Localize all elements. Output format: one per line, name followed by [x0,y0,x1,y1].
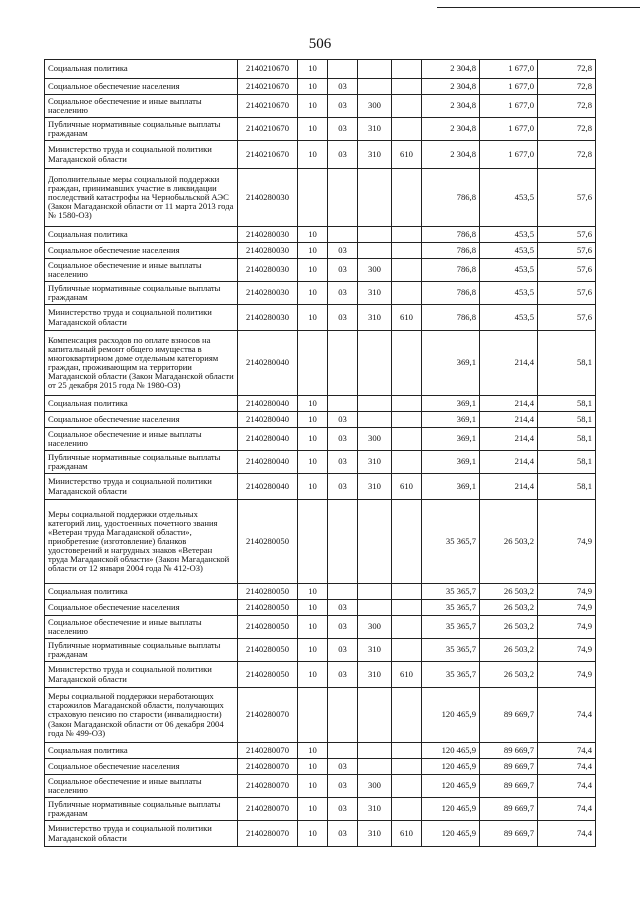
kosgu-cell [392,688,422,743]
table-row [45,759,596,775]
subsection-cell: 03 [328,118,358,141]
section-cell: 10 [298,141,328,169]
kosgu-cell [392,412,422,428]
execution-percent-cell: 74,4 [538,821,596,847]
row-name-cell: Социальное обеспечение населения [45,243,238,259]
table-row [45,616,596,639]
row-name-cell: Социальное обеспечение населения [45,759,238,775]
section-cell [298,169,328,227]
subsection-cell: 03 [328,821,358,847]
table-body [45,60,596,847]
target-article-cell: 2140280040 [238,474,298,500]
target-article-cell: 2140280050 [238,639,298,662]
expense-type-cell [358,600,392,616]
kosgu-cell [392,396,422,412]
expense-type-cell: 310 [358,474,392,500]
executed-amount-cell: 89 669,7 [480,821,538,847]
execution-percent-cell: 72,8 [538,141,596,169]
expense-type-cell [358,331,392,396]
row-name-cell: Социальное обеспечение и иные выплаты населению [45,95,238,118]
kosgu-cell [392,451,422,474]
approved-amount-cell: 369,1 [422,451,480,474]
target-article-cell: 2140280050 [238,500,298,584]
table-row [45,821,596,847]
section-cell: 10 [298,95,328,118]
target-article-cell: 2140210670 [238,60,298,79]
executed-amount-cell: 1 677,0 [480,60,538,79]
expense-type-cell: 310 [358,451,392,474]
section-cell: 10 [298,584,328,600]
target-article-cell: 2140280070 [238,798,298,821]
kosgu-cell: 610 [392,821,422,847]
expense-type-cell: 310 [358,305,392,331]
target-article-cell: 2140280040 [238,412,298,428]
executed-amount-cell: 214,4 [480,451,538,474]
executed-amount-cell: 89 669,7 [480,798,538,821]
kosgu-cell [392,500,422,584]
target-article-cell: 2140280030 [238,259,298,282]
kosgu-cell: 610 [392,474,422,500]
subsection-cell: 03 [328,282,358,305]
expense-type-cell: 310 [358,662,392,688]
table-row [45,141,596,169]
section-cell: 10 [298,639,328,662]
table-row [45,428,596,451]
expense-type-cell: 300 [358,428,392,451]
row-name-cell: Социальное обеспечение и иные выплаты населению [45,259,238,282]
execution-percent-cell: 72,8 [538,118,596,141]
row-name-cell: Публичные нормативные социальные выплаты гражданам [45,118,238,141]
section-cell: 10 [298,282,328,305]
row-name-cell: Социальное обеспечение населения [45,79,238,95]
target-article-cell: 2140280070 [238,743,298,759]
table-row [45,95,596,118]
kosgu-cell: 610 [392,662,422,688]
subsection-cell: 03 [328,616,358,639]
budget-table [44,59,596,847]
section-cell: 10 [298,759,328,775]
executed-amount-cell: 89 669,7 [480,759,538,775]
kosgu-cell [392,584,422,600]
executed-amount-cell: 26 503,2 [480,639,538,662]
subsection-cell: 03 [328,412,358,428]
execution-percent-cell: 74,4 [538,759,596,775]
section-cell: 10 [298,243,328,259]
executed-amount-cell: 1 677,0 [480,95,538,118]
approved-amount-cell: 120 465,9 [422,688,480,743]
execution-percent-cell: 58,1 [538,451,596,474]
table-row [45,259,596,282]
subsection-cell: 03 [328,305,358,331]
approved-amount-cell: 369,1 [422,412,480,428]
executed-amount-cell: 26 503,2 [480,500,538,584]
expense-type-cell [358,688,392,743]
target-article-cell: 2140210670 [238,79,298,95]
executed-amount-cell: 453,5 [480,282,538,305]
row-name-cell: Дополнительные меры социальной поддержки граждан, принимавших участие в ликвидации последствий катастрофы на Чернобыльской АЭС (Закон Магаданской области от 11 марта 2013 года № 1580-ОЗ) [45,169,238,227]
section-cell: 10 [298,743,328,759]
executed-amount-cell: 1 677,0 [480,141,538,169]
executed-amount-cell: 453,5 [480,305,538,331]
kosgu-cell: 610 [392,141,422,169]
section-cell: 10 [298,616,328,639]
subsection-cell: 03 [328,141,358,169]
approved-amount-cell: 786,8 [422,259,480,282]
kosgu-cell [392,639,422,662]
approved-amount-cell: 786,8 [422,282,480,305]
executed-amount-cell: 26 503,2 [480,662,538,688]
subsection-cell: 03 [328,474,358,500]
table-row [45,584,596,600]
row-name-cell: Меры социальной поддержки отдельных категорий лиц, удостоенных почетного звания «Ветеран труда Магаданской области», приобретение (изготовление) бланков удостоверений и нагрудных знаков «Ветеран труда Магаданской области» (Закон Магаданской области от 12 января 2004 года № 412-ОЗ) [45,500,238,584]
target-article-cell: 2140280040 [238,396,298,412]
row-name-cell: Социальная политика [45,227,238,243]
kosgu-cell [392,759,422,775]
target-article-cell: 2140280070 [238,688,298,743]
table-row [45,412,596,428]
execution-percent-cell: 57,6 [538,227,596,243]
approved-amount-cell: 35 365,7 [422,662,480,688]
executed-amount-cell: 89 669,7 [480,775,538,798]
expense-type-cell [358,743,392,759]
approved-amount-cell: 120 465,9 [422,759,480,775]
section-cell: 10 [298,451,328,474]
target-article-cell: 2140280030 [238,305,298,331]
approved-amount-cell: 35 365,7 [422,500,480,584]
execution-percent-cell: 74,9 [538,662,596,688]
row-name-cell: Социальная политика [45,584,238,600]
target-article-cell: 2140280030 [238,227,298,243]
expense-type-cell: 310 [358,282,392,305]
row-name-cell: Социальная политика [45,743,238,759]
row-name-cell: Публичные нормативные социальные выплаты гражданам [45,282,238,305]
kosgu-cell: 610 [392,305,422,331]
section-cell: 10 [298,259,328,282]
execution-percent-cell: 74,4 [538,775,596,798]
execution-percent-cell: 58,1 [538,474,596,500]
approved-amount-cell: 786,8 [422,243,480,259]
approved-amount-cell: 369,1 [422,331,480,396]
approved-amount-cell: 786,8 [422,227,480,243]
kosgu-cell [392,600,422,616]
section-cell [298,331,328,396]
row-name-cell: Министерство труда и социальной политики Магаданской области [45,662,238,688]
section-cell [298,500,328,584]
executed-amount-cell: 453,5 [480,259,538,282]
kosgu-cell [392,243,422,259]
row-name-cell: Социальное обеспечение населения [45,600,238,616]
kosgu-cell [392,743,422,759]
executed-amount-cell: 214,4 [480,396,538,412]
approved-amount-cell: 2 304,8 [422,60,480,79]
execution-percent-cell: 74,4 [538,798,596,821]
expense-type-cell [358,412,392,428]
section-cell: 10 [298,474,328,500]
section-cell: 10 [298,798,328,821]
approved-amount-cell: 369,1 [422,474,480,500]
row-name-cell: Социальное обеспечение и иные выплаты населению [45,775,238,798]
execution-percent-cell: 74,9 [538,639,596,662]
table-row [45,282,596,305]
kosgu-cell [392,616,422,639]
kosgu-cell [392,79,422,95]
section-cell: 10 [298,305,328,331]
kosgu-cell [392,169,422,227]
row-name-cell: Министерство труда и социальной политики Магаданской области [45,305,238,331]
section-cell [298,688,328,743]
approved-amount-cell: 2 304,8 [422,79,480,95]
table-row [45,451,596,474]
execution-percent-cell: 74,4 [538,688,596,743]
subsection-cell: 03 [328,775,358,798]
execution-percent-cell: 74,9 [538,584,596,600]
subsection-cell: 03 [328,759,358,775]
section-cell: 10 [298,79,328,95]
expense-type-cell [358,396,392,412]
subsection-cell: 03 [328,428,358,451]
kosgu-cell [392,282,422,305]
table-row [45,743,596,759]
executed-amount-cell: 26 503,2 [480,584,538,600]
approved-amount-cell: 35 365,7 [422,616,480,639]
executed-amount-cell: 89 669,7 [480,688,538,743]
approved-amount-cell: 786,8 [422,305,480,331]
expense-type-cell: 310 [358,821,392,847]
executed-amount-cell: 214,4 [480,474,538,500]
subsection-cell [328,688,358,743]
table-row [45,243,596,259]
subsection-cell [328,60,358,79]
target-article-cell: 2140280050 [238,616,298,639]
executed-amount-cell: 26 503,2 [480,616,538,639]
kosgu-cell [392,60,422,79]
section-cell: 10 [298,662,328,688]
execution-percent-cell: 58,1 [538,412,596,428]
approved-amount-cell: 369,1 [422,396,480,412]
target-article-cell: 2140210670 [238,95,298,118]
executed-amount-cell: 89 669,7 [480,743,538,759]
executed-amount-cell: 214,4 [480,412,538,428]
section-cell: 10 [298,821,328,847]
table-row [45,688,596,743]
target-article-cell: 2140280030 [238,169,298,227]
execution-percent-cell: 72,8 [538,95,596,118]
execution-percent-cell: 58,1 [538,331,596,396]
expense-type-cell [358,60,392,79]
execution-percent-cell: 74,9 [538,500,596,584]
row-name-cell: Социальное обеспечение и иные выплаты населению [45,616,238,639]
row-name-cell: Министерство труда и социальной политики Магаданской области [45,141,238,169]
approved-amount-cell: 2 304,8 [422,95,480,118]
subsection-cell: 03 [328,639,358,662]
target-article-cell: 2140280070 [238,821,298,847]
table-row [45,60,596,79]
row-name-cell: Меры социальной поддержки неработающих старожилов Магаданской области, получающих страховую пенсию по старости (инвалидности) (Закон Магаданской области от 06 декабря 2004 года № 499-ОЗ) [45,688,238,743]
target-article-cell: 2140280050 [238,662,298,688]
row-name-cell: Компенсация расходов по оплате взносов на капитальный ремонт общего имущества в многоквартирном доме отдельным категориям граждан, проживающим на территории Магаданской области (Закон Магаданской области от 25 декабря 2015 года № 1980-ОЗ) [45,331,238,396]
table-row [45,600,596,616]
executed-amount-cell: 1 677,0 [480,118,538,141]
approved-amount-cell: 35 365,7 [422,639,480,662]
table-row [45,639,596,662]
execution-percent-cell: 74,9 [538,616,596,639]
table-row [45,662,596,688]
kosgu-cell [392,227,422,243]
subsection-cell [328,500,358,584]
expense-type-cell: 300 [358,616,392,639]
expense-type-cell: 300 [358,259,392,282]
section-cell: 10 [298,118,328,141]
execution-percent-cell: 72,8 [538,79,596,95]
approved-amount-cell: 35 365,7 [422,600,480,616]
expense-type-cell [358,227,392,243]
expense-type-cell: 310 [358,639,392,662]
approved-amount-cell: 120 465,9 [422,743,480,759]
table-row [45,396,596,412]
executed-amount-cell: 453,5 [480,243,538,259]
row-name-cell: Социальная политика [45,60,238,79]
subsection-cell: 03 [328,79,358,95]
subsection-cell: 03 [328,243,358,259]
approved-amount-cell: 2 304,8 [422,118,480,141]
approved-amount-cell: 120 465,9 [422,798,480,821]
approved-amount-cell: 35 365,7 [422,584,480,600]
target-article-cell: 2140280070 [238,775,298,798]
page-number: 506 [308,36,332,52]
expense-type-cell: 310 [358,798,392,821]
table-row [45,775,596,798]
expense-type-cell: 300 [358,775,392,798]
target-article-cell: 2140280050 [238,584,298,600]
subsection-cell [328,743,358,759]
execution-percent-cell: 57,6 [538,305,596,331]
kosgu-cell [392,775,422,798]
table-row [45,227,596,243]
execution-percent-cell: 74,9 [538,600,596,616]
executed-amount-cell: 26 503,2 [480,600,538,616]
expense-type-cell: 300 [358,95,392,118]
table-row [45,79,596,95]
kosgu-cell [392,331,422,396]
row-name-cell: Социальное обеспечение и иные выплаты населению [45,428,238,451]
subsection-cell [328,331,358,396]
table-row [45,118,596,141]
approved-amount-cell: 786,8 [422,169,480,227]
subsection-cell [328,396,358,412]
row-name-cell: Публичные нормативные социальные выплаты гражданам [45,639,238,662]
approved-amount-cell: 2 304,8 [422,141,480,169]
subsection-cell: 03 [328,451,358,474]
expense-type-cell [358,584,392,600]
approved-amount-cell: 120 465,9 [422,775,480,798]
subsection-cell [328,584,358,600]
target-article-cell: 2140280050 [238,600,298,616]
target-article-cell: 2140210670 [238,141,298,169]
section-cell: 10 [298,412,328,428]
execution-percent-cell: 57,6 [538,169,596,227]
execution-percent-cell: 74,4 [538,743,596,759]
table-row [45,331,596,396]
executed-amount-cell: 214,4 [480,331,538,396]
section-cell: 10 [298,428,328,451]
kosgu-cell [392,259,422,282]
subsection-cell [328,227,358,243]
row-name-cell: Публичные нормативные социальные выплаты гражданам [45,798,238,821]
subsection-cell: 03 [328,600,358,616]
subsection-cell: 03 [328,662,358,688]
subsection-cell: 03 [328,259,358,282]
expense-type-cell [358,500,392,584]
target-article-cell: 2140280070 [238,759,298,775]
approved-amount-cell: 120 465,9 [422,821,480,847]
expense-type-cell: 310 [358,141,392,169]
table-row [45,305,596,331]
subsection-cell: 03 [328,95,358,118]
expense-type-cell [358,759,392,775]
approved-amount-cell: 369,1 [422,428,480,451]
execution-percent-cell: 57,6 [538,259,596,282]
row-name-cell: Министерство труда и социальной политики Магаданской области [45,474,238,500]
executed-amount-cell: 453,5 [480,227,538,243]
executed-amount-cell: 214,4 [480,428,538,451]
subsection-cell [328,169,358,227]
expense-type-cell [358,243,392,259]
section-cell: 10 [298,775,328,798]
table-row [45,169,596,227]
target-article-cell: 2140280030 [238,243,298,259]
kosgu-cell [392,95,422,118]
expense-type-cell: 310 [358,118,392,141]
expense-type-cell [358,169,392,227]
execution-percent-cell: 57,6 [538,243,596,259]
subsection-cell: 03 [328,798,358,821]
execution-percent-cell: 72,8 [538,60,596,79]
execution-percent-cell: 58,1 [538,428,596,451]
executed-amount-cell: 1 677,0 [480,79,538,95]
target-article-cell: 2140280040 [238,428,298,451]
target-article-cell: 2140280040 [238,451,298,474]
kosgu-cell [392,798,422,821]
row-name-cell: Публичные нормативные социальные выплаты гражданам [45,451,238,474]
row-name-cell: Социальное обеспечение населения [45,412,238,428]
table-row [45,798,596,821]
row-name-cell: Социальная политика [45,396,238,412]
target-article-cell: 2140280040 [238,331,298,396]
kosgu-cell [392,428,422,451]
section-cell: 10 [298,60,328,79]
row-name-cell: Министерство труда и социальной политики Магаданской области [45,821,238,847]
target-article-cell: 2140210670 [238,118,298,141]
table-row [45,500,596,584]
section-cell: 10 [298,396,328,412]
header-rule [437,7,640,8]
expense-type-cell [358,79,392,95]
section-cell: 10 [298,600,328,616]
kosgu-cell [392,118,422,141]
execution-percent-cell: 57,6 [538,282,596,305]
section-cell: 10 [298,227,328,243]
executed-amount-cell: 453,5 [480,169,538,227]
table-row [45,474,596,500]
target-article-cell: 2140280030 [238,282,298,305]
execution-percent-cell: 58,1 [538,396,596,412]
